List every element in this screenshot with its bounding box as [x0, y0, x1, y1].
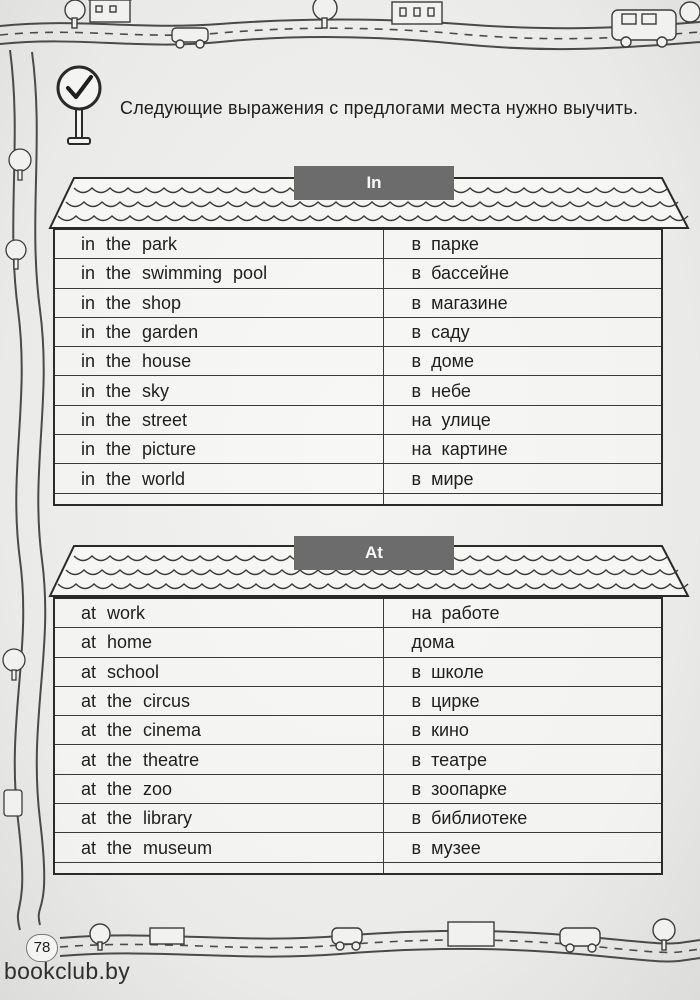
table-row [54, 405, 662, 434]
table-row [54, 347, 662, 376]
table-row [54, 288, 662, 317]
table-bottom-spacer [54, 493, 662, 505]
phrase-table-at [53, 597, 663, 875]
table-row [54, 229, 662, 259]
russian-translation: в магазине [383, 288, 662, 317]
english-phrase: at the zoo [54, 774, 383, 803]
table-row [54, 716, 662, 745]
russian-translation: на работе [383, 598, 662, 628]
russian-translation: дома [383, 628, 662, 657]
section-heading-at: At [294, 536, 454, 570]
table-row [54, 259, 662, 288]
english-phrase: at home [54, 628, 383, 657]
russian-translation: в цирке [383, 686, 662, 715]
table-row [54, 657, 662, 686]
phrase-table-in [53, 228, 663, 506]
russian-translation: на улице [383, 405, 662, 434]
table-row [54, 435, 662, 464]
section-heading-in: In [294, 166, 454, 200]
russian-translation: в школе [383, 657, 662, 686]
english-phrase: at school [54, 657, 383, 686]
english-phrase: in the street [54, 405, 383, 434]
english-phrase: in the picture [54, 435, 383, 464]
russian-translation: в библиотеке [383, 804, 662, 833]
english-phrase: at the library [54, 804, 383, 833]
page-number: 78 [26, 934, 58, 962]
english-phrase: in the swimming pool [54, 259, 383, 288]
russian-translation: в бассейне [383, 259, 662, 288]
english-phrase: in the house [54, 347, 383, 376]
table-row [54, 804, 662, 833]
table-row [54, 376, 662, 405]
table-row [54, 833, 662, 862]
english-phrase: at the theatre [54, 745, 383, 774]
russian-translation: в мире [383, 464, 662, 493]
russian-translation: в небе [383, 376, 662, 405]
english-phrase: at work [54, 598, 383, 628]
checkmark-signpost-icon [54, 64, 104, 146]
table-row [54, 774, 662, 803]
russian-translation: в театре [383, 745, 662, 774]
english-phrase: in the park [54, 229, 383, 259]
russian-translation: в кино [383, 716, 662, 745]
russian-translation: в зоопарке [383, 774, 662, 803]
table-row [54, 464, 662, 493]
table-row [54, 745, 662, 774]
russian-translation: в доме [383, 347, 662, 376]
english-phrase: in the world [54, 464, 383, 493]
table-row [54, 686, 662, 715]
english-phrase: in the shop [54, 288, 383, 317]
english-phrase: at the circus [54, 686, 383, 715]
english-phrase: in the sky [54, 376, 383, 405]
russian-translation: в саду [383, 317, 662, 346]
russian-translation: на картине [383, 435, 662, 464]
intro-instruction: Следующие выражения с предлогами места нужно выучить. [120, 98, 639, 118]
source-watermark: bookclub.by [4, 958, 131, 984]
table-row [54, 628, 662, 657]
russian-translation: в парке [383, 229, 662, 259]
table-row [54, 317, 662, 346]
english-phrase: at the cinema [54, 716, 383, 745]
russian-translation: в музее [383, 833, 662, 862]
table-row [54, 598, 662, 628]
english-phrase: at the museum [54, 833, 383, 862]
english-phrase: in the garden [54, 317, 383, 346]
table-bottom-spacer [54, 862, 662, 874]
